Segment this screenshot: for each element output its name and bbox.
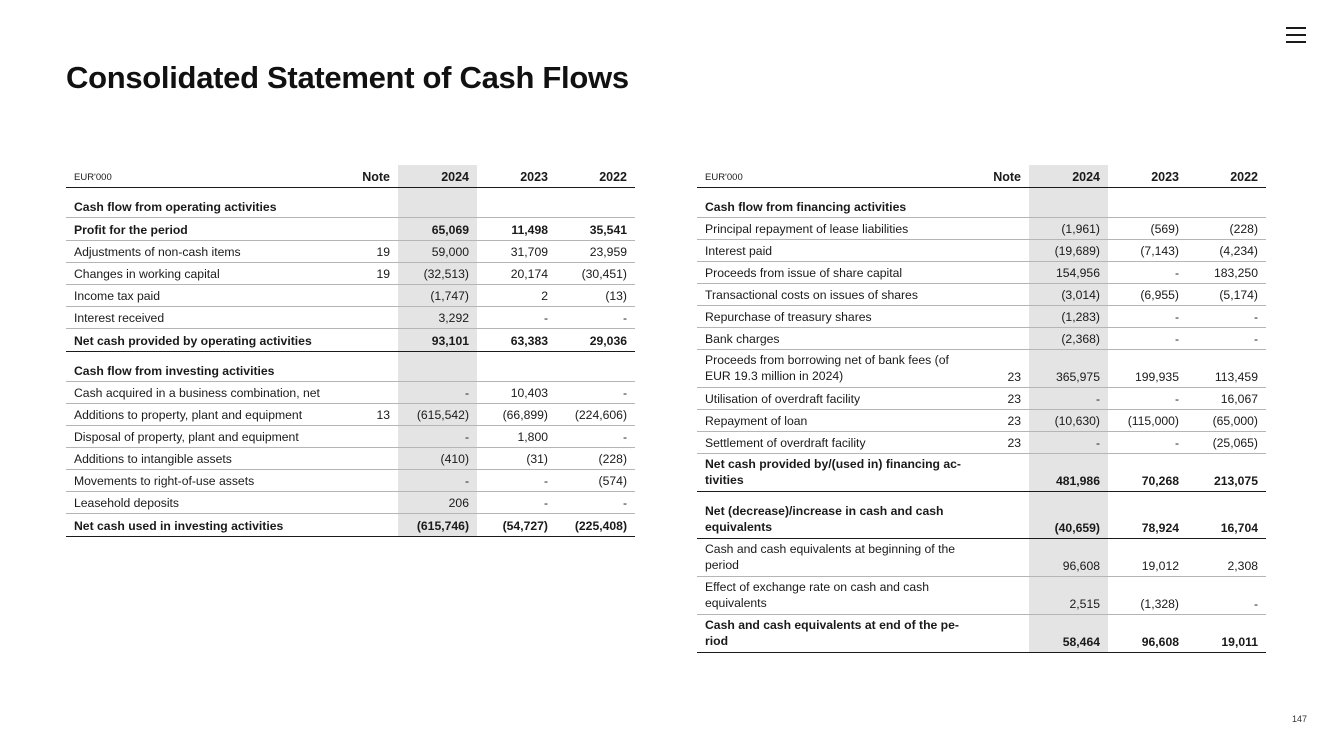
- value-2023: 78,924: [1108, 491, 1187, 538]
- value-2022: 29,036: [556, 328, 635, 351]
- row-label: Repurchase of treasury shares: [697, 305, 973, 327]
- value-2024: 154,956: [1029, 261, 1108, 283]
- value-2024: [398, 351, 477, 381]
- value-2022: (574): [556, 469, 635, 491]
- value-2023: 199,935: [1108, 349, 1187, 387]
- note-cell: [342, 217, 398, 240]
- row-label: Transactional costs on issues of shares: [697, 283, 973, 305]
- row-label: Net cash provided by/(used in) financing ac-tivities: [697, 453, 973, 491]
- row-label: Settlement of overdraft facility: [697, 431, 973, 453]
- value-2023: (7,143): [1108, 239, 1187, 261]
- value-2022: (225,408): [556, 513, 635, 536]
- row-label: Cash flow from operating activities: [66, 187, 342, 217]
- value-2022: (228): [556, 447, 635, 469]
- value-2022: (5,174): [1187, 283, 1266, 305]
- table-header-row: [66, 165, 635, 187]
- value-2023: 31,709: [477, 240, 556, 262]
- note-cell: [973, 261, 1029, 283]
- value-2022: -: [1187, 305, 1266, 327]
- value-2022: (30,451): [556, 262, 635, 284]
- value-2024: 481,986: [1029, 453, 1108, 491]
- value-2022: (228): [1187, 217, 1266, 239]
- value-2024: -: [398, 469, 477, 491]
- row-label: Cash acquired in a business combination, net: [66, 381, 342, 403]
- hamburger-menu-icon[interactable]: [1286, 26, 1306, 44]
- value-2023: 2: [477, 284, 556, 306]
- value-2023: 19,012: [1108, 538, 1187, 576]
- value-2024: (3,014): [1029, 283, 1108, 305]
- value-2024: (1,283): [1029, 305, 1108, 327]
- row-label: Repayment of loan: [697, 409, 973, 431]
- note-header: Note: [342, 165, 398, 187]
- value-2022: (4,234): [1187, 239, 1266, 261]
- table-row: [697, 387, 1266, 409]
- table-row: [66, 491, 635, 513]
- table-row: [697, 327, 1266, 349]
- note-cell: [342, 381, 398, 403]
- table-row: [697, 261, 1266, 283]
- value-2024: [1029, 187, 1108, 217]
- value-2024: (32,513): [398, 262, 477, 284]
- value-2022: -: [556, 425, 635, 447]
- row-label: Movements to right-of-use assets: [66, 469, 342, 491]
- page-number: 147: [1292, 714, 1308, 724]
- value-2023: 96,608: [1108, 614, 1187, 652]
- row-label: Interest received: [66, 306, 342, 328]
- note-cell: [342, 306, 398, 328]
- value-2023: (6,955): [1108, 283, 1187, 305]
- value-2024: (10,630): [1029, 409, 1108, 431]
- value-2023: (31): [477, 447, 556, 469]
- value-2022: 35,541: [556, 217, 635, 240]
- row-label: Cash flow from financing activities: [697, 187, 973, 217]
- value-2022: -: [556, 306, 635, 328]
- value-2024: (19,689): [1029, 239, 1108, 261]
- row-label: Profit for the period: [66, 217, 342, 240]
- value-2022: 19,011: [1187, 614, 1266, 652]
- value-2022: 16,067: [1187, 387, 1266, 409]
- row-label: Proceeds from issue of share capital: [697, 261, 973, 283]
- section-header-row: [66, 351, 635, 381]
- note-cell: 19: [342, 240, 398, 262]
- value-2024: (40,659): [1029, 491, 1108, 538]
- value-2023: 1,800: [477, 425, 556, 447]
- row-label: Income tax paid: [66, 284, 342, 306]
- value-2023: (1,328): [1108, 576, 1187, 614]
- value-2024: -: [1029, 387, 1108, 409]
- note-cell: [342, 425, 398, 447]
- note-cell: [973, 239, 1029, 261]
- value-2024: -: [1029, 431, 1108, 453]
- operating-investing-cash-flow-table: [66, 165, 635, 537]
- menu-bar: [1286, 41, 1306, 43]
- note-cell: [342, 351, 398, 381]
- value-2024: (1,961): [1029, 217, 1108, 239]
- row-label: Interest paid: [697, 239, 973, 261]
- value-2024: 206: [398, 491, 477, 513]
- value-2022: 23,959: [556, 240, 635, 262]
- value-2022: (65,000): [1187, 409, 1266, 431]
- total-row: [697, 453, 1266, 491]
- note-cell: [973, 576, 1029, 614]
- row-label: Net cash provided by operating activities: [66, 328, 342, 351]
- note-cell: [973, 491, 1029, 538]
- year-2024-header: 2024: [398, 165, 477, 187]
- value-2024: [398, 187, 477, 217]
- value-2023: -: [1108, 261, 1187, 283]
- value-2023: -: [1108, 327, 1187, 349]
- note-cell: [973, 187, 1029, 217]
- value-2024: 65,069: [398, 217, 477, 240]
- table-row: [697, 576, 1266, 614]
- value-2024: (1,747): [398, 284, 477, 306]
- table-row: [66, 262, 635, 284]
- total-row: [697, 491, 1266, 538]
- page-title: Consolidated Statement of Cash Flows: [66, 60, 629, 95]
- value-2023: -: [477, 469, 556, 491]
- table-row: [66, 403, 635, 425]
- note-cell: 23: [973, 431, 1029, 453]
- value-2022: 213,075: [1187, 453, 1266, 491]
- year-2022-header: 2022: [1187, 165, 1266, 187]
- note-cell: [342, 491, 398, 513]
- unit-header: EUR'000: [697, 165, 973, 187]
- value-2023: -: [1108, 431, 1187, 453]
- value-2024: (615,542): [398, 403, 477, 425]
- table-row: [697, 283, 1266, 305]
- value-2022: 16,704: [1187, 491, 1266, 538]
- row-label: Leasehold deposits: [66, 491, 342, 513]
- table-row: [66, 425, 635, 447]
- row-label: Principal repayment of lease liabilities: [697, 217, 973, 239]
- row-label: Cash flow from investing activities: [66, 351, 342, 381]
- value-2023: 10,403: [477, 381, 556, 403]
- table-row: [66, 240, 635, 262]
- note-cell: [973, 217, 1029, 239]
- row-label: Cash and cash equivalents at end of the pe-riod: [697, 614, 973, 652]
- value-2023: [477, 187, 556, 217]
- value-2023: 20,174: [477, 262, 556, 284]
- note-cell: [973, 614, 1029, 652]
- table-row: [66, 284, 635, 306]
- financing-cash-flow-table: [697, 165, 1266, 653]
- year-2023-header: 2023: [1108, 165, 1187, 187]
- value-2022: 183,250: [1187, 261, 1266, 283]
- value-2022: [556, 187, 635, 217]
- table-row: [66, 469, 635, 491]
- table-row: [66, 447, 635, 469]
- table-row: [66, 306, 635, 328]
- unit-header: EUR'000: [66, 165, 342, 187]
- note-cell: [973, 305, 1029, 327]
- row-label: Disposal of property, plant and equipment: [66, 425, 342, 447]
- table-row: [697, 409, 1266, 431]
- note-cell: [973, 327, 1029, 349]
- value-2024: 2,515: [1029, 576, 1108, 614]
- value-2023: [477, 351, 556, 381]
- note-header: Note: [973, 165, 1029, 187]
- note-cell: [342, 187, 398, 217]
- table-row: [697, 431, 1266, 453]
- table-row: [697, 538, 1266, 576]
- note-cell: 23: [973, 349, 1029, 387]
- note-cell: [342, 328, 398, 351]
- value-2023: -: [1108, 305, 1187, 327]
- row-label: Utilisation of overdraft facility: [697, 387, 973, 409]
- total-row: [66, 328, 635, 351]
- value-2022: 2,308: [1187, 538, 1266, 576]
- note-cell: [342, 469, 398, 491]
- row-label: Changes in working capital: [66, 262, 342, 284]
- value-2022: [1187, 187, 1266, 217]
- value-2022: (25,065): [1187, 431, 1266, 453]
- note-cell: 23: [973, 409, 1029, 431]
- value-2022: -: [556, 381, 635, 403]
- value-2024: 3,292: [398, 306, 477, 328]
- year-2024-header: 2024: [1029, 165, 1108, 187]
- row-label: Cash and cash equivalents at beginning of the period: [697, 538, 973, 576]
- year-2022-header: 2022: [556, 165, 635, 187]
- value-2024: 96,608: [1029, 538, 1108, 576]
- note-cell: [973, 538, 1029, 576]
- note-cell: [342, 447, 398, 469]
- value-2024: -: [398, 425, 477, 447]
- menu-bar: [1286, 27, 1306, 29]
- year-2023-header: 2023: [477, 165, 556, 187]
- value-2022: [556, 351, 635, 381]
- value-2022: (224,606): [556, 403, 635, 425]
- table-header-row: [697, 165, 1266, 187]
- row-label: Effect of exchange rate on cash and cash equivalents: [697, 576, 973, 614]
- row-label: Adjustments of non-cash items: [66, 240, 342, 262]
- value-2024: (2,368): [1029, 327, 1108, 349]
- table-row: [66, 381, 635, 403]
- note-cell: 23: [973, 387, 1029, 409]
- menu-bar: [1286, 34, 1306, 36]
- note-cell: [973, 283, 1029, 305]
- section-header-row: [697, 187, 1266, 217]
- value-2022: 113,459: [1187, 349, 1266, 387]
- value-2024: 365,975: [1029, 349, 1108, 387]
- row-label: Additions to property, plant and equipment: [66, 403, 342, 425]
- value-2023: -: [477, 491, 556, 513]
- note-cell: [973, 453, 1029, 491]
- value-2023: (569): [1108, 217, 1187, 239]
- value-2023: 70,268: [1108, 453, 1187, 491]
- value-2024: (615,746): [398, 513, 477, 536]
- note-cell: [342, 513, 398, 536]
- value-2022: (13): [556, 284, 635, 306]
- value-2024: -: [398, 381, 477, 403]
- note-cell: [342, 284, 398, 306]
- value-2022: -: [556, 491, 635, 513]
- value-2023: 63,383: [477, 328, 556, 351]
- row-label: Proceeds from borrowing net of bank fees (of EUR 19.3 million in 2024): [697, 349, 973, 387]
- note-cell: 19: [342, 262, 398, 284]
- total-row: [697, 614, 1266, 652]
- row-label: Bank charges: [697, 327, 973, 349]
- section-header-row: [66, 187, 635, 217]
- note-cell: 13: [342, 403, 398, 425]
- value-2024: 93,101: [398, 328, 477, 351]
- value-2023: 11,498: [477, 217, 556, 240]
- row-label: Net (decrease)/increase in cash and cash equivalents: [697, 491, 973, 538]
- value-2023: [1108, 187, 1187, 217]
- value-2022: -: [1187, 327, 1266, 349]
- value-2024: 59,000: [398, 240, 477, 262]
- value-2023: (115,000): [1108, 409, 1187, 431]
- row-label: Net cash used in investing activities: [66, 513, 342, 536]
- value-2024: (410): [398, 447, 477, 469]
- value-2023: (66,899): [477, 403, 556, 425]
- table-row: [66, 217, 635, 240]
- table-row: [697, 305, 1266, 327]
- value-2023: -: [1108, 387, 1187, 409]
- value-2023: (54,727): [477, 513, 556, 536]
- value-2022: -: [1187, 576, 1266, 614]
- value-2023: -: [477, 306, 556, 328]
- total-row: [66, 513, 635, 536]
- table-row: [697, 239, 1266, 261]
- row-label: Additions to intangible assets: [66, 447, 342, 469]
- value-2024: 58,464: [1029, 614, 1108, 652]
- table-row: [697, 349, 1266, 387]
- table-row: [697, 217, 1266, 239]
